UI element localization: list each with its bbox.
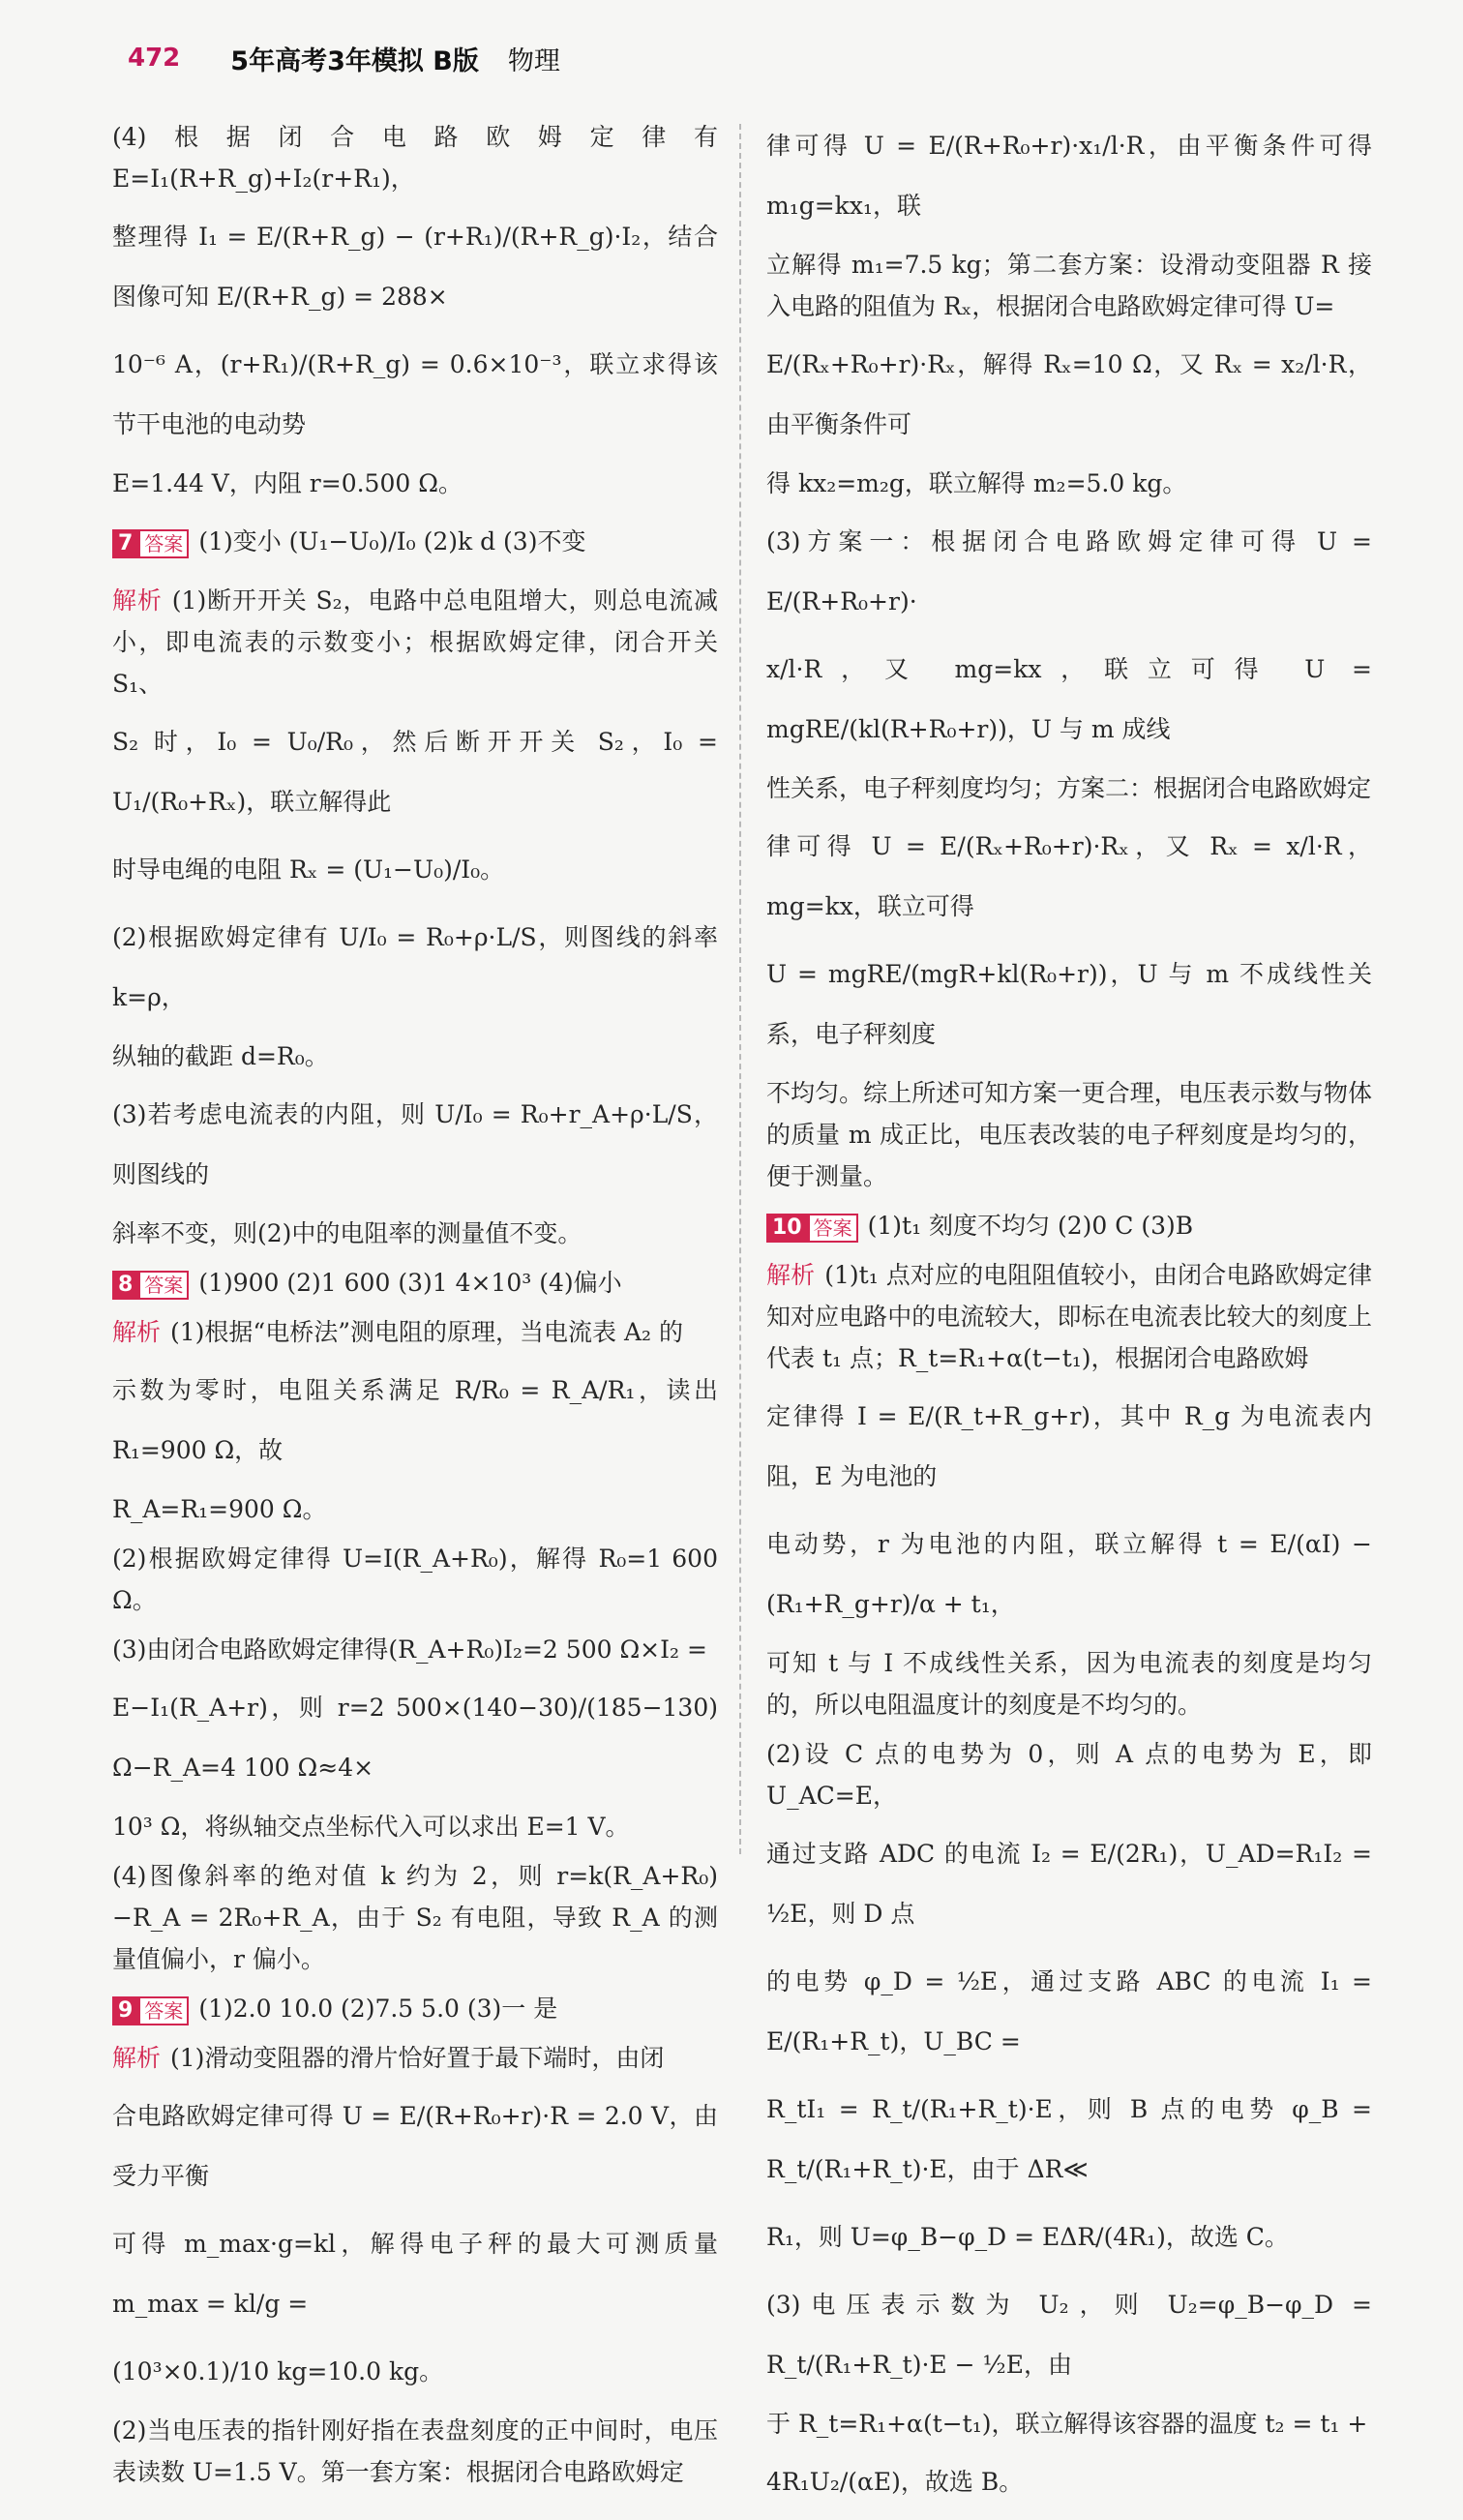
subject-label: 物理	[507, 45, 560, 76]
paragraph: 4R₁U₂/(αE)，故选 B。	[766, 2468, 1024, 2496]
answer-label: 答案	[138, 529, 189, 558]
paragraph: E−I₁(R_A+r)，则 r=2 500×(140−30)/(185−130) Ω−R_A=4 100 Ω≈4×	[112, 1694, 718, 1782]
paragraph: 得 kx₂=m₂g，联立解得 m₂=5.0 kg。	[766, 469, 1187, 497]
analysis-7	[112, 580, 718, 705]
paragraph: 于 R_t=R₁+α(t−t₁)，联立解得该容器的温度 t₂ = t₁ +	[766, 2410, 1368, 2438]
paragraph: (3)电压表示数为 U₂，则 U₂=φ_B−φ_D = R_t/(R₁+R_t)·E − ½E，由	[766, 2291, 1372, 2379]
book-title: 5年高考3年模拟 B版	[230, 45, 479, 76]
paragraph: (3)方案一：根据闭合电路欧姆定律可得 U = E/(R+R₀+r)·	[766, 527, 1372, 615]
paragraph: 电动势，r 为电池的内阻，联立解得 t = E/(αI) − (R₁+R_g+r)/α + t₁，	[766, 1530, 1372, 1618]
paragraph: 不均匀。综上所述可知方案一更合理，电压表示数与物体的质量 m 成正比，电压表改装的电子秤刻度是均匀的，便于测量。	[766, 1079, 1372, 1190]
page-header	[128, 39, 560, 77]
paragraph: E/(Rₓ+R₀+r)·Rₓ，解得 Rₓ=10 Ω，又 Rₓ = x₂/l·R，由平衡条件可	[766, 350, 1372, 438]
answer-line-10	[766, 1205, 1372, 1246]
paragraph: (2)根据欧姆定律得 U=I(R_A+R₀)，解得 R₀=1 600 Ω。	[112, 1545, 718, 1614]
analysis-text: (1)断开开关 S₂，电路中总电阻增大，则总电流减小，即电流表的示数变小；根据欧姆定律，闭合开关 S₁、	[112, 586, 718, 698]
paragraph: 整理得 I₁ = E/(R+R_g) − (r+R₁)/(R+R_g)·I₂，结合图像可知 E/(R+R_g) = 288×	[112, 223, 718, 311]
paragraph: 可知 t 与 I 不成线性关系，因为电流表的刻度是均匀的，所以电阻温度计的刻度是不均匀的。	[766, 1649, 1372, 1719]
left-column	[112, 116, 718, 2501]
answer-text: (1)t₁ 刻度不均匀 (2)0 C (3)B	[867, 1212, 1194, 1240]
paragraph: R₁，则 U=φ_B−φ_D = EΔR/(4R₁)，故选 C。	[766, 2223, 1289, 2251]
paragraph: 示数为零时，电阻关系满足 R/R₀ = R_A/R₁，读出 R₁=900 Ω，故	[112, 1376, 718, 1464]
paragraph: 10³ Ω，将纵轴交点坐标代入可以求出 E=1 V。	[112, 1813, 630, 1841]
analysis-label: 解析	[112, 1318, 162, 1346]
answer-badge	[112, 1271, 189, 1300]
answer-label: 答案	[138, 1271, 189, 1300]
paragraph: 通过支路 ADC 的电流 I₂ = E/(2R₁)，U_AD=R₁I₂ = ½E，则 D 点	[766, 1840, 1372, 1928]
analysis-label: 解析	[112, 586, 163, 615]
analysis-text: (1)滑动变阻器的滑片恰好置于最下端时，由闭	[170, 2044, 665, 2072]
paragraph: E=1.44 V，内阻 r=0.500 Ω。	[112, 469, 463, 497]
page-number: 472	[128, 44, 181, 73]
question-number: 9	[112, 1996, 138, 2025]
paragraph: U = mgRE/(mgR+kl(R₀+r))，U 与 m 不成线性关系，电子秤刻度	[766, 960, 1372, 1048]
analysis-label: 解析	[112, 2044, 162, 2072]
answer-label: 答案	[138, 1996, 189, 2025]
paragraph: 的电势 φ_D = ½E，通过支路 ABC 的电流 I₁ = E/(R₁+R_t)，U_BC =	[766, 1967, 1372, 2055]
analysis-9	[112, 2037, 718, 2079]
paragraph: 合电路欧姆定律可得 U = E/(R+R₀+r)·R = 2.0 V，由受力平衡	[112, 2102, 718, 2190]
analysis-label: 解析	[766, 1261, 816, 1289]
paragraph: 性关系，电子秤刻度均匀；方案二：根据闭合电路欧姆定	[766, 774, 1372, 802]
paragraph: 斜率不变，则(2)中的电阻率的测量值不变。	[112, 1219, 582, 1247]
question-number: 10	[766, 1214, 808, 1243]
paragraph: (2)根据欧姆定律有 U/I₀ = R₀+ρ·L/S，则图线的斜率 k=ρ，	[112, 923, 718, 1011]
paragraph: 律可得 U = E/(R+R₀+r)·x₁/l·R，由平衡条件可得 m₁g=kx₁，联	[766, 132, 1372, 220]
paragraph: x/l·R，又 mg=kx，联立可得 U = mgRE/(kl(R+R₀+r))，U 与 m 成线	[766, 655, 1372, 743]
column-divider	[739, 124, 741, 1854]
answer-text: (1)2.0 10.0 (2)7.5 5.0 (3)一 是	[198, 1995, 558, 2023]
analysis-8	[112, 1311, 718, 1353]
answer-badge	[112, 529, 189, 558]
paragraph: (2)设 C 点的电势为 0，则 A 点的电势为 E，即 U_AC=E，	[766, 1740, 1372, 1810]
paragraph: 律可得 U = E/(Rₓ+R₀+r)·Rₓ，又 Rₓ = x/l·R，mg=kx，联立可得	[766, 832, 1372, 920]
analysis-text: (1)根据“电桥法”测电阻的原理，当电流表 A₂ 的	[170, 1318, 683, 1346]
answer-line-7	[112, 512, 718, 572]
answer-line-9	[112, 1988, 718, 2029]
paragraph: 10⁻⁶ A，(r+R₁)/(R+R_g) = 0.6×10⁻³，联立求得该节干电池的电动势	[112, 350, 718, 438]
paragraph: S₂ 时，I₀ = U₀/R₀，然后断开开关 S₂，I₀ = U₁/(R₀+Rₓ)，联立解得此	[112, 728, 718, 816]
paragraph: R_A=R₁=900 Ω。	[112, 1495, 327, 1523]
paragraph: (4)根据闭合电路欧姆定律有 E=I₁(R+R_g)+I₂(r+R₁)，	[112, 123, 718, 193]
answer-line-8	[112, 1262, 718, 1304]
answer-label: 答案	[808, 1214, 858, 1243]
right-column	[766, 116, 1372, 2520]
answer-text: (1)900 (2)1 600 (3)1 4×10³ (4)偏小	[198, 1269, 622, 1297]
question-number: 7	[112, 529, 138, 558]
paragraph: R_tI₁ = R_t/(R₁+R_t)·E，则 B 点的电势 φ_B = R_t/(R₁+R_t)·E，由于 ΔR≪	[766, 2095, 1372, 2183]
analysis-10	[766, 1254, 1372, 1379]
paragraph: (4)图像斜率的绝对值 k 约为 2，则 r=k(R_A+R₀)−R_A = 2R₀+R_A，由于 S₂ 有电阻，导致 R_A 的测量值偏小，r 偏小。	[112, 1862, 718, 1973]
paragraph: 纵轴的截距 d=R₀。	[112, 1042, 329, 1070]
paragraph: 立解得 m₁=7.5 kg；第二套方案：设滑动变阻器 R 接入电路的阻值为 Rₓ，根据闭合电路欧姆定律可得 U=	[766, 251, 1372, 320]
paragraph: 定律得 I = E/(R_t+R_g+r)，其中 R_g 为电流表内阻，E 为电池的	[766, 1402, 1372, 1490]
paragraph: (10³×0.1)/10 kg=10.0 kg。	[112, 2357, 444, 2385]
answer-badge	[766, 1214, 858, 1243]
paragraph: (2)当电压表的指针刚好指在表盘刻度的正中间时，电压表读数 U=1.5 V。第一套方案：根据闭合电路欧姆定	[112, 2416, 718, 2486]
answer-text: (1)变小 (U₁−U₀)/I₀ (2)k d (3)不变	[198, 527, 586, 555]
paragraph: 可得 m_max·g=kl，解得电子秤的最大可测质量 m_max = kl/g =	[112, 2230, 718, 2318]
analysis-text: (1)t₁ 点对应的电阻阻值较小，由闭合电路欧姆定律知对应电路中的电流较大，即标在电流表比较大的刻度上代表 t₁ 点；R_t=R₁+α(t−t₁)，根据闭合电路欧姆	[766, 1261, 1372, 1372]
paragraph: 时导电绳的电阻 Rₓ = (U₁−U₀)/I₀。	[112, 855, 505, 884]
paragraph: (3)若考虑电流表的内阻，则 U/I₀ = R₀+r_A+ρ·L/S，则图线的	[112, 1100, 718, 1188]
paragraph: (3)由闭合电路欧姆定律得(R_A+R₀)I₂=2 500 Ω×I₂ =	[112, 1635, 707, 1664]
answer-badge	[112, 1996, 189, 2025]
question-number: 8	[112, 1271, 138, 1300]
